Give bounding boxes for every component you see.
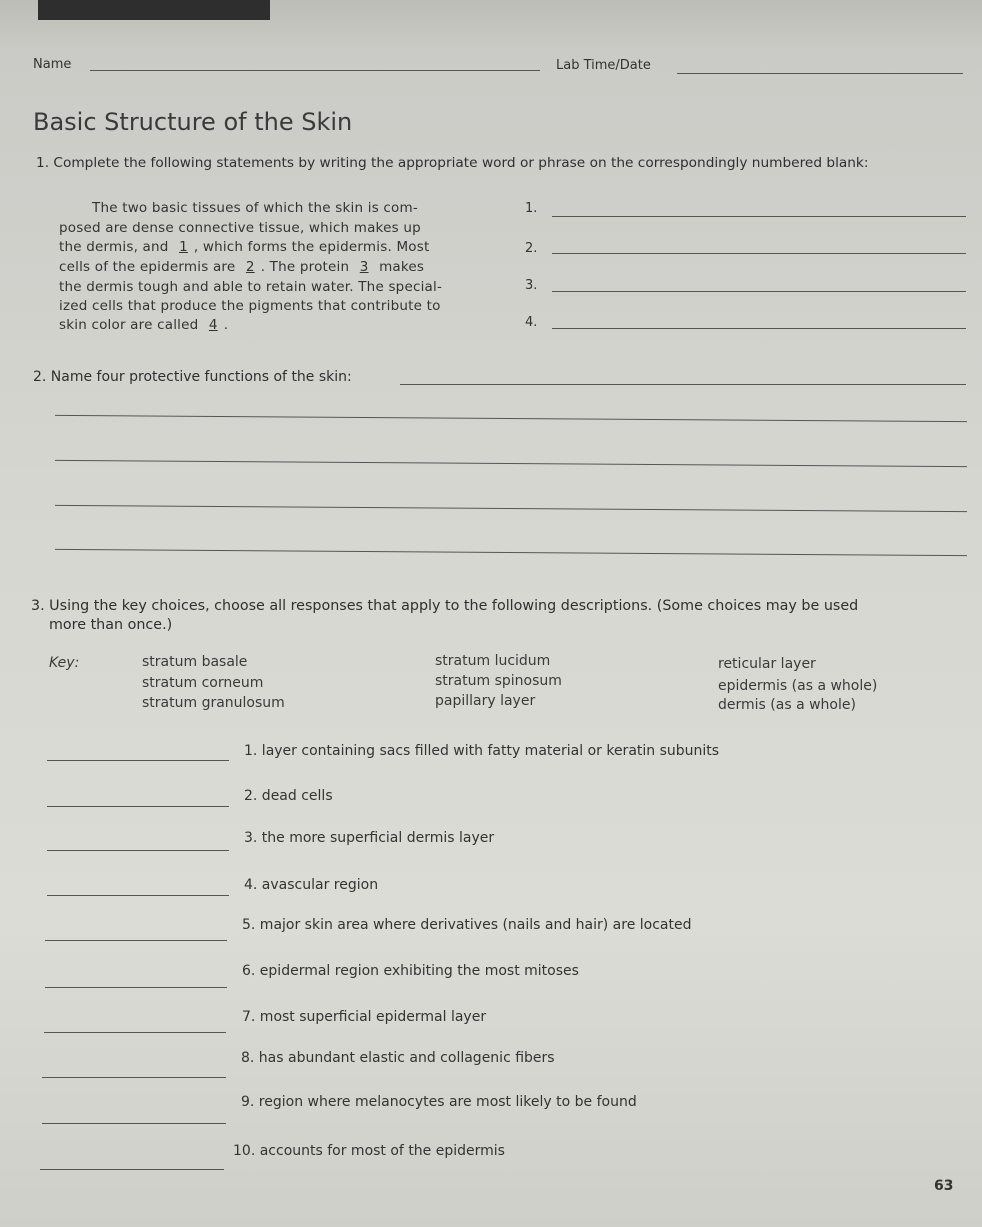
key-choice: stratum corneum (142, 675, 264, 691)
key-choice: stratum granulosum (142, 695, 285, 711)
q3-prompt: 3. Using the key choices, choose all responses that apply to the following descriptions. (Some choices may be used (31, 598, 859, 614)
q3-item: 10. accounts for most of the epidermis (233, 1143, 505, 1159)
q3-item: 2. dead cells (244, 788, 333, 804)
q3-answer-blank[interactable] (42, 1077, 226, 1078)
q1-text-part: skin color are called (59, 317, 199, 333)
q3-prompt-continued: more than once.) (49, 617, 173, 633)
q1-text-line: The two basic tissues of which the skin is com- (92, 200, 418, 216)
q1-text-part: makes (379, 259, 425, 275)
answer-number-2: 2. (525, 241, 538, 256)
blank-ref-3: 3 (359, 259, 369, 275)
key-choice: stratum lucidum (435, 653, 551, 669)
key-choice: papillary layer (435, 693, 536, 709)
q1-text-line: skin color are called 4 . (59, 317, 229, 333)
q3-item: 7. most superficial epidermal layer (242, 1009, 487, 1025)
key-choice: dermis (as a whole) (718, 697, 856, 713)
q1-text-part: the dermis, and (59, 239, 169, 255)
q3-answer-blank[interactable] (47, 895, 229, 896)
q1-text-part: which forms the epidermis. Most (202, 239, 430, 255)
q2-answer-line[interactable] (400, 384, 966, 385)
black-bar (38, 0, 270, 20)
q2-answer-line[interactable] (55, 549, 967, 556)
key-choice: stratum basale (142, 654, 248, 670)
q3-item: 5. major skin area where derivatives (nails and hair) are located (242, 917, 692, 933)
q3-answer-blank[interactable] (47, 806, 229, 807)
q2-answer-line[interactable] (55, 415, 967, 422)
q3-answer-blank[interactable] (42, 1123, 226, 1124)
q3-answer-blank[interactable] (45, 987, 227, 988)
q2-answer-line[interactable] (55, 460, 967, 467)
answer-blank-3[interactable] (552, 291, 966, 292)
q1-text-part: cells of the epidermis are (59, 259, 236, 275)
answer-number-4: 4. (525, 315, 538, 330)
q1-text-line: the dermis tough and able to retain water. The special- (59, 279, 443, 295)
q3-item: 6. epidermal region exhibiting the most mitoses (242, 963, 579, 979)
page-number: 63 (934, 1178, 954, 1194)
key-choice: reticular layer (718, 656, 816, 672)
key-choice: stratum spinosum (435, 673, 562, 689)
q3-item: 1. layer containing sacs filled with fatty material or keratin subunits (244, 743, 720, 759)
q3-item: 3. the more superficial dermis layer (244, 830, 495, 846)
q3-answer-blank[interactable] (40, 1169, 224, 1170)
answer-blank-1[interactable] (552, 216, 966, 217)
page-title: Basic Structure of the Skin (33, 108, 353, 136)
q3-item: 9. region where melanocytes are most likely to be found (241, 1094, 637, 1110)
q3-answer-blank[interactable] (47, 760, 229, 761)
answer-blank-2[interactable] (552, 253, 966, 254)
answer-number-1: 1. (525, 201, 538, 216)
q3-item: 4. avascular region (244, 877, 379, 893)
q1-prompt: 1. Complete the following statements by writing the appropriate word or phrase on the correspondingly numbered blank: (36, 155, 869, 171)
blank-ref-2: 2 (245, 259, 255, 275)
lab-time-blank[interactable] (677, 73, 963, 74)
name-label: Name (33, 57, 72, 72)
q1-text-line: cells of the epidermis are 2 . The protein 3 makes (59, 259, 425, 275)
q1-text-line: the dermis, and 1 , which forms the epidermis. Most (59, 239, 430, 255)
answer-number-3: 3. (525, 278, 538, 293)
q3-answer-blank[interactable] (45, 940, 227, 941)
blank-ref-4: 4 (208, 317, 218, 333)
q1-text-line: ized cells that produce the pigments that contribute to (59, 298, 441, 314)
q3-answer-blank[interactable] (47, 850, 229, 851)
lab-time-label: Lab Time/Date (556, 58, 651, 73)
answer-blank-4[interactable] (552, 328, 966, 329)
key-choice: epidermis (as a whole) (718, 678, 878, 694)
name-blank[interactable] (90, 70, 540, 71)
blank-ref-1: 1 (179, 239, 188, 255)
q1-text-line: posed are dense connective tissue, which makes up (59, 220, 421, 236)
q1-text-part: The protein (269, 259, 350, 275)
q2-answer-line[interactable] (55, 505, 967, 512)
q2-prompt: 2. Name four protective functions of the skin: (33, 369, 352, 385)
q3-item: 8. has abundant elastic and collagenic fibers (241, 1050, 555, 1066)
q3-answer-blank[interactable] (44, 1032, 226, 1033)
key-label: Key: (49, 655, 80, 671)
